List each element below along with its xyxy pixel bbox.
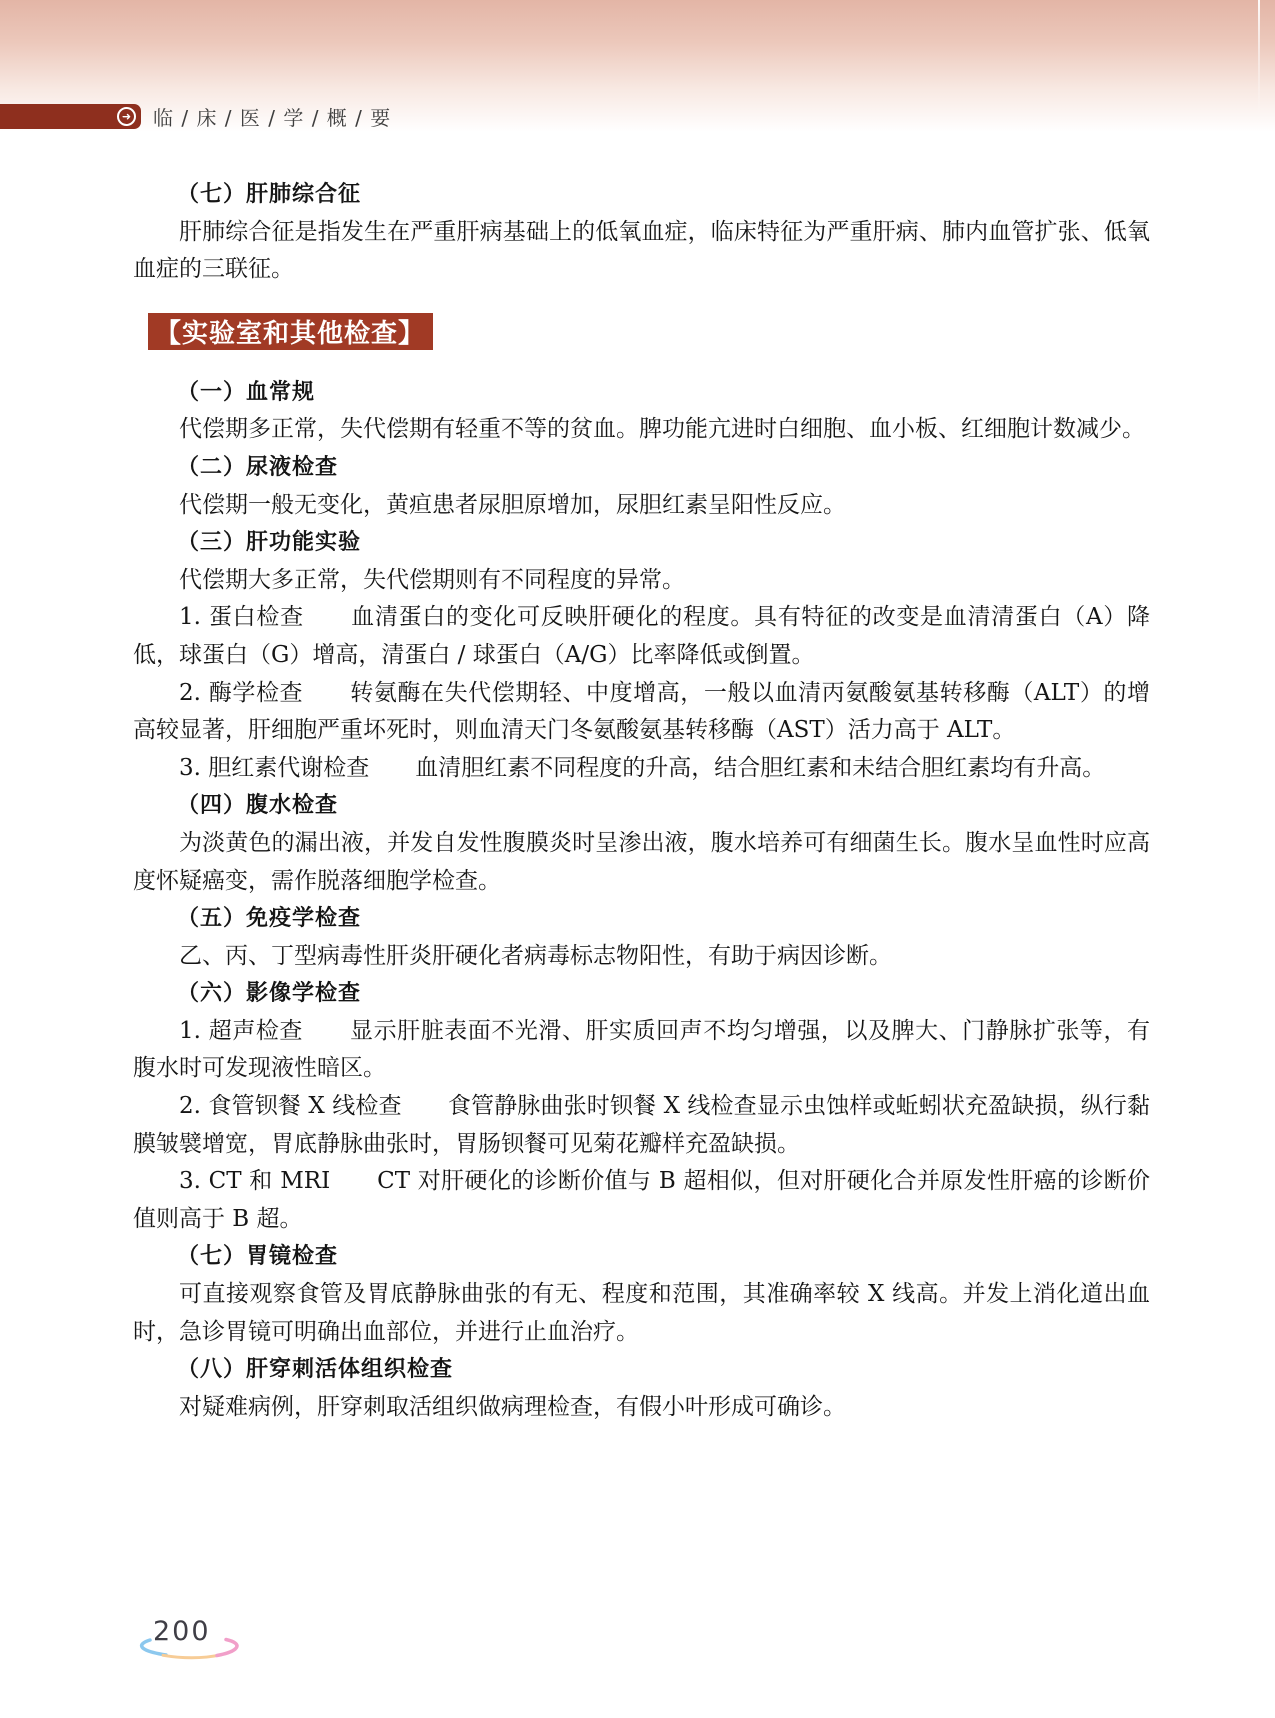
page-footer [134,1616,250,1662]
numbered-item: 3. CT 和 MRI CT 对肝硬化的诊断价值与 B 超相似，但对肝硬化合并原发性肝癌的诊断价值则高于 B 超。 [133,1168,1150,1232]
page-content [133,176,1150,1426]
numbered-item: 2. 食管钡餐 X 线检查 食管静脉曲张时钡餐 X 线检查显示虫蚀样或蚯蚓状充盈缺损，纵行黏膜皱襞增宽，胃底静脉曲张时，胃肠钡餐可见菊花瓣样充盈缺损。 [133,1093,1150,1157]
numbered-item: 1. 超声检查 显示肝脏表面不光滑、肝实质回声不均匀增强，以及脾大、门静脉扩张等，有腹水时可发现液性暗区。 [133,1017,1150,1082]
section-heading: （六）影像学检查 [177,980,362,1007]
page-number: 200 [153,1616,211,1647]
numbered-item: 1. 蛋白检查 血清蛋白的变化可反映肝硬化的程度。具有特征的改变是血清清蛋白（A）降低，球蛋白（G）增高，清蛋白 / 球蛋白（A/G）比率降低或倒置。 [133,604,1150,668]
section-heading: （三）肝功能实验 [177,529,362,556]
section-heading: （八）肝穿刺活体组织检查 [177,1356,454,1383]
arrow-right-icon [117,107,136,126]
paragraph: 代偿期大多正常，失代偿期则有不同程度的异常。 [179,566,685,593]
arrow-glyph: ➜ [121,109,132,123]
page-edge-divider [1258,0,1260,118]
paragraph: 代偿期一般无变化，黄疸患者尿胆原增加，尿胆红素呈阳性反应。 [179,491,846,518]
section-banner-label: 【实验室和其他检查】 [154,318,425,349]
section-banner [148,313,433,350]
running-header [0,103,391,129]
paragraph: 乙、丙、丁型病毒性肝炎肝硬化者病毒标志物阳性，有助于病因诊断。 [179,942,892,969]
chapter-tab-bar [0,104,141,129]
paragraph: 为淡黄色的漏出液，并发自发性腹膜炎时呈渗出液，腹水培养可有细菌生长。腹水呈血性时应高度怀疑癌变，需作脱落细胞学检查。 [133,829,1150,894]
section-heading: （二）尿液检查 [177,453,339,480]
book-title: 临 / 床 / 医 / 学 / 概 / 要 [153,105,392,130]
numbered-item: 2. 酶学检查 转氨酶在失代偿期轻、中度增高，一般以血清丙氨酸氨基转移酶（ALT）的增高较显著，肝细胞严重坏死时，则血清天门冬氨酸氨基转移酶（AST）活力高于 ALT。 [133,679,1150,744]
section-heading: （五）免疫学检查 [177,905,362,932]
paragraph: 可直接观察食管及胃底静脉曲张的有无、程度和范围，其准确率较 X 线高。并发上消化道出血时，急诊胃镜可明确出血部位，并进行止血治疗。 [133,1281,1150,1345]
section-heading: （四）腹水检查 [177,792,339,819]
section-heading: （七）胃镜检查 [177,1243,339,1270]
paragraph: 对疑难病例，肝穿刺取活组织做病理检查，有假小叶形成可确诊。 [179,1393,846,1420]
section-heading: （七）肝肺综合征 [177,181,362,207]
section-heading: （一）血常规 [177,378,316,405]
paragraph: 代偿期多正常，失代偿期有轻重不等的贫血。脾功能亢进时白细胞、血小板、红细胞计数减少。 [179,416,1145,443]
numbered-item: 3. 胆红素代谢检查 血清胆红素不同程度的升高，结合胆红素和未结合胆红素均有升高。 [179,754,1106,781]
paragraph: 肝肺综合征是指发生在严重肝病基础上的低氧血症，临床特征为严重肝病、肺内血管扩张、低氧血症的三联征。 [133,218,1150,283]
